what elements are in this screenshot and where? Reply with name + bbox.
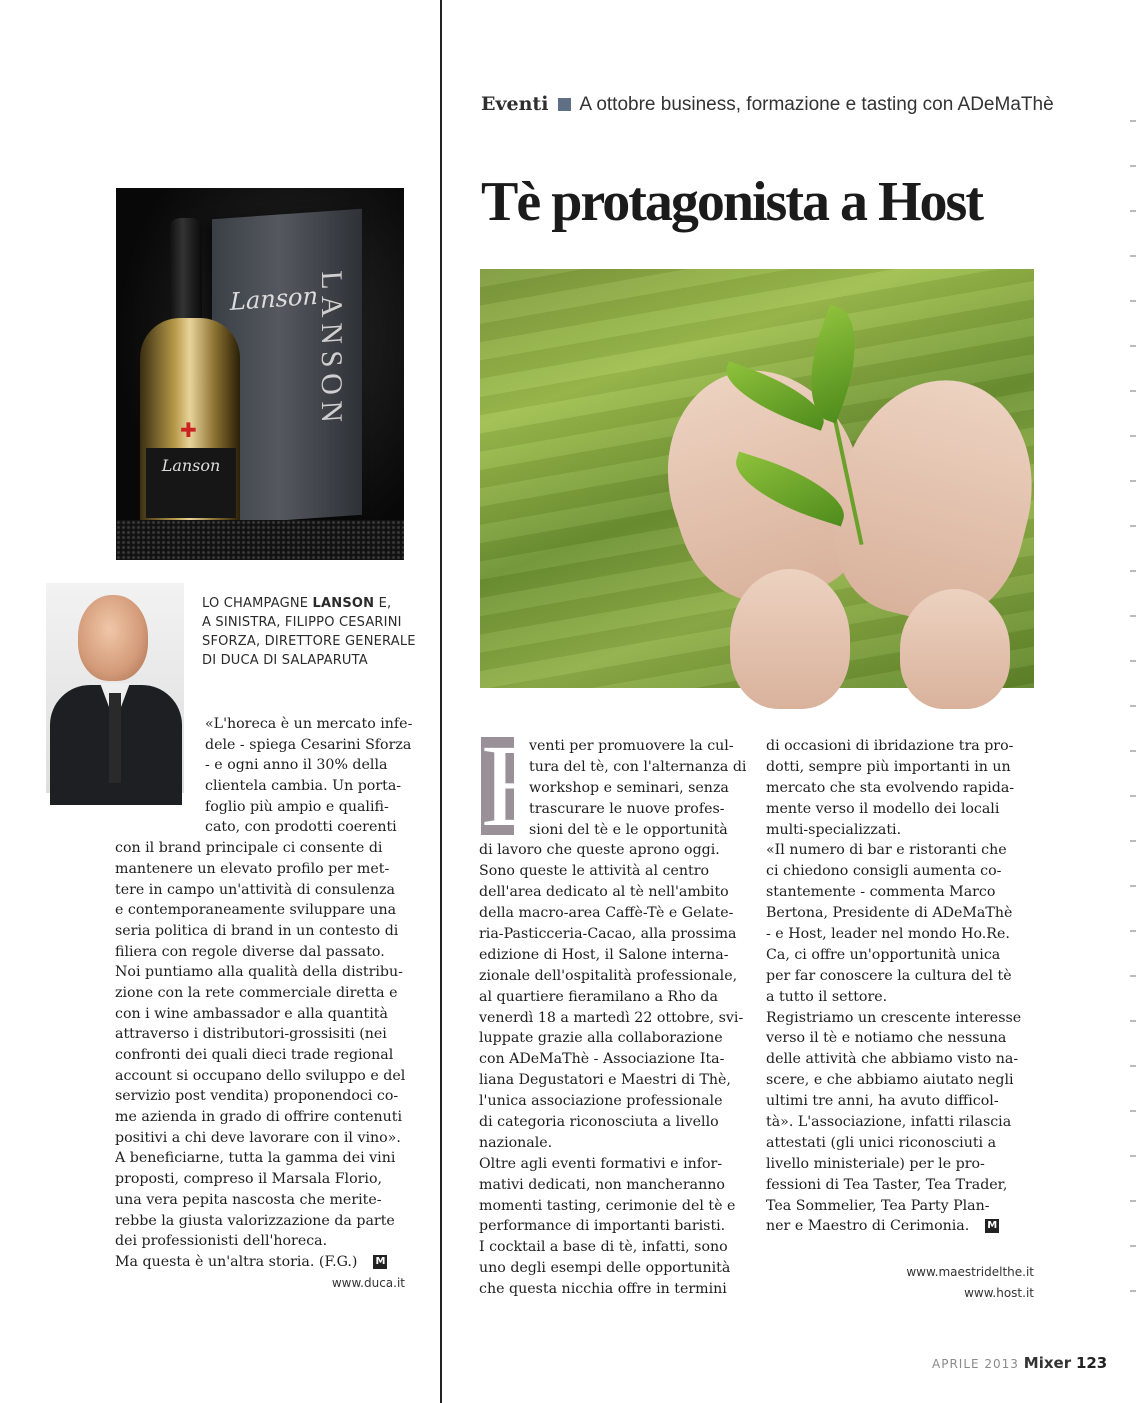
text-line: tere in campo un'attività di consulenza <box>115 881 395 898</box>
section-kicker <box>481 93 1054 116</box>
text-line: edizione di Host, il Salone interna- <box>479 946 729 963</box>
box-brand-text: Lanson <box>230 281 318 316</box>
text-line: Registriamo un crescente interesse <box>766 1009 1022 1026</box>
section-tag: Eventi <box>481 93 549 115</box>
column-divider <box>440 0 442 1403</box>
text-line: account si occupano dello sviluppo e del <box>115 1067 406 1084</box>
magazine-end-badge: M <box>985 1219 999 1233</box>
text-line: clientela cambia. Un porta- <box>205 778 402 795</box>
text-line: attraverso i distributori-grossisiti (nei <box>115 1026 387 1043</box>
footer-month: APRILE 2013 <box>932 1357 1019 1371</box>
text-line: di lavoro che queste aprono oggi. <box>479 842 720 859</box>
text-line: stantemente - commenta Marco <box>766 884 996 901</box>
text-line: tura del tè, con l'alternanza di <box>529 758 747 775</box>
text-line: e contemporaneamente sviluppare una <box>115 902 397 919</box>
box-vertical-text: LANSON <box>315 269 348 430</box>
text-line: venerdì 18 a martedì 22 ottobre, svi- <box>479 1009 744 1026</box>
text-line: positivi a chi deve lavorare con il vino». <box>115 1129 401 1146</box>
left-article-last-line: Ma questa è un'altra storia. (F.G.) M <box>115 1252 405 1273</box>
text-line: I cocktail a base di tè, infatti, sono <box>479 1239 728 1256</box>
drop-cap: E <box>481 720 554 851</box>
text-line: attestati (gli unici riconosciuti a <box>766 1134 997 1151</box>
text-line: per far conoscere la cultura del tè <box>766 967 1012 984</box>
photo-caption: LO CHAMPAGNE LANSON E, A SINISTRA, FILIPPO CESARINI SFORZA, DIRETTORE GENERALE DI DUCA DI SALAPARUTA <box>202 596 416 668</box>
footer-magazine: Mixer <box>1023 1354 1072 1372</box>
text-line: seria politica di brand in un contesto di <box>115 922 399 939</box>
text-line: Oltre agli eventi formativi e infor- <box>479 1155 723 1172</box>
text-line: della macro-area Caffè-Tè e Gelate- <box>479 905 734 922</box>
text-line: con i wine ambassador e alla quantità <box>115 1005 388 1022</box>
text-line: me azienda in grado di offrire contenuti <box>115 1109 403 1126</box>
article-urls <box>866 1262 1034 1304</box>
text-line: mativi dedicati, non mancheranno <box>479 1176 725 1193</box>
text-line: Bertona, Presidente di ADeMaThè <box>766 905 1013 922</box>
text-line: fessioni di Tea Taster, Tea Trader, <box>766 1176 1008 1193</box>
text-line: ultimi tre anni, ha avuto difficol- <box>766 1093 999 1110</box>
text-line: sioni del tè e le opportunità <box>529 821 728 838</box>
text-line: luppate grazie alla collaborazione <box>479 1030 723 1047</box>
text-line: delle attività che abbiamo visto na- <box>766 1051 1019 1068</box>
page-footer <box>932 1354 1107 1372</box>
tea-leaves-hands-photo <box>480 269 1034 688</box>
text-line: Tea Sommelier, Tea Party Plan- <box>766 1197 990 1214</box>
text-line: «L'horeca è un mercato infe- <box>205 716 413 732</box>
text-line: filiera con regole diverse dal passato. <box>115 943 385 960</box>
text-line: Noi puntiamo alla qualità della distribu- <box>115 964 403 981</box>
text-line: mercato che sta evolvendo rapida- <box>766 779 1015 796</box>
text-line: proposti, compreso il Marsala Florio, <box>115 1171 382 1188</box>
column-2-last-line: ner e Maestro di Cerimonia. M <box>766 1216 1034 1237</box>
text-line: ria-Pasticceria-Cacao, alla prossima <box>479 926 737 943</box>
text-line: di occasioni di ibridazione tra pro- <box>766 738 1014 754</box>
article-column-2 <box>766 736 1034 1237</box>
text-line: l'unica associazione professionale <box>479 1093 723 1110</box>
kicker-text: A ottobre business, formazione e tasting con ADeMaThè <box>579 94 1054 115</box>
text-line: mente verso il modello dei locali <box>766 800 1000 817</box>
text-line: servizio post vendita) proponendoci co- <box>115 1088 399 1105</box>
text-line: dotti, sempre più importanti in un <box>766 758 1011 775</box>
text-line: rebbe la giusta valorizzazione da parte <box>115 1212 395 1229</box>
text-line: dele - spiega Cesarini Sforza <box>205 736 412 753</box>
text-line: performance di importanti baristi. <box>479 1218 726 1235</box>
text-line: dei professionisti dell'horeca. <box>115 1233 328 1250</box>
host-url: www.host.it <box>964 1286 1034 1300</box>
text-line: zionale dell'ospitalità professionale, <box>479 967 738 984</box>
text-line: zione con la rete commerciale diretta e <box>115 984 398 1001</box>
text-line: «Il numero di bar e ristoranti che <box>766 842 1007 859</box>
page-number: 123 <box>1075 1354 1108 1372</box>
text-line: dell'area dedicato al tè nell'ambito <box>479 884 729 901</box>
text-line: una vera pepita nascosta che merite- <box>115 1191 382 1208</box>
text-line: che questa nicchia offre in termini <box>479 1281 727 1298</box>
text-line: - e Host, leader nel mondo Ho.Re. <box>766 926 1010 943</box>
text-line: scere, e che abbiamo aiutato negli <box>766 1072 1014 1089</box>
text-line: - e ogni anno il 30% della <box>205 757 388 774</box>
text-line: con ADeMaThè - Associazione Ita- <box>479 1051 725 1068</box>
bottle-label: Lanson <box>146 448 236 518</box>
text-line: cato, con prodotti coerenti <box>205 819 397 836</box>
text-line: al quartiere fieramilano a Rho da <box>479 988 718 1005</box>
page-edge-marks <box>1130 120 1136 1320</box>
text-line: ci chiedono consigli aumenta co- <box>766 863 1002 880</box>
text-line: di categoria riconosciuta a livello <box>479 1114 719 1131</box>
text-line: A beneficiarne, tutta la gamma dei vini <box>115 1150 396 1167</box>
text-line: mantenere un elevato profilo per met- <box>115 860 390 877</box>
text-line: multi-specializzati. <box>766 821 902 838</box>
text-line: nazionale. <box>479 1134 553 1151</box>
maestridelthe-url: www.maestridelthe.it <box>906 1265 1034 1279</box>
text-line: tà». L'associazione, infatti rilascia <box>766 1114 1012 1131</box>
article-column-1 <box>479 720 747 1300</box>
left-article-text <box>115 714 413 1293</box>
champagne-bottle <box>140 218 250 528</box>
article-title: Tè protagonista a Host <box>481 171 982 233</box>
text-line: liana Degustatori e Maestri di Thè, <box>479 1072 731 1089</box>
text-line: foglio più ampio e qualifi- <box>205 798 389 815</box>
cross-emblem-icon: ✚ <box>180 418 197 442</box>
text-line: uno degli esempi delle opportunità <box>479 1260 731 1277</box>
text-line: Ca, ci offre un'opportunità unica <box>766 946 1001 963</box>
text-line: con il brand principale ci consente di <box>115 840 383 857</box>
text-line: workshop e seminari, senza <box>529 779 729 796</box>
text-line: venti per promuovere la cul- <box>529 738 734 754</box>
text-line: a tutto il settore. <box>766 988 888 1005</box>
text-line: trascurare le nuove profes- <box>529 800 725 817</box>
text-line: verso il tè e notiamo che nessuna <box>766 1030 1007 1047</box>
text-line: confronti dei quali dieci trade regional <box>115 1047 394 1063</box>
kicker-square-icon <box>558 98 571 111</box>
magazine-end-badge: M <box>373 1255 387 1269</box>
text-line: momenti tasting, cerimonie del tè e <box>479 1197 736 1214</box>
champagne-photo <box>116 188 404 560</box>
duca-url: www.duca.it <box>331 1275 405 1290</box>
text-line: Sono queste le attività al centro <box>479 863 710 880</box>
text-line: livello ministeriale) per le pro- <box>766 1155 985 1172</box>
